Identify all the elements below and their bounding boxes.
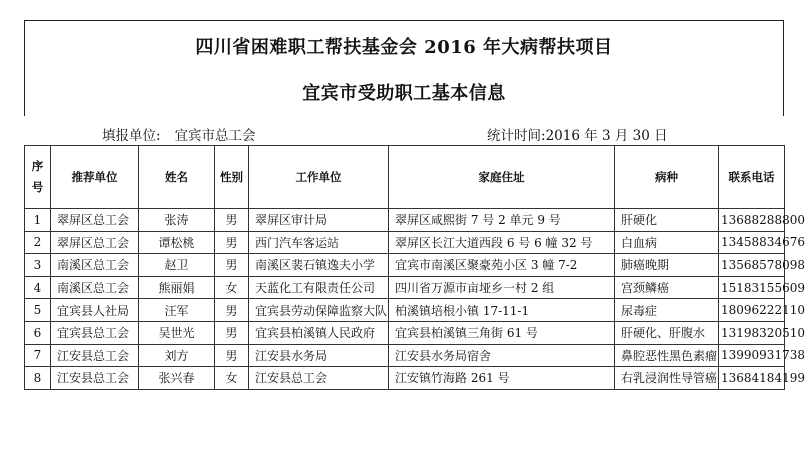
table-row [25,367,785,390]
cell-no: 3 [25,254,51,277]
cell-addr: 翠屏区咸熙街 7 号 2 单元 9 号 [389,209,615,232]
cell-addr: 翠屏区长江大道西段 6 号 6 幢 32 号 [389,231,615,254]
table-row [25,231,785,254]
cell-name: 张兴春 [139,367,215,390]
cell-disease: 宫颈鳞癌 [615,276,719,299]
cell-gender: 男 [215,344,249,367]
cell-name: 刘方 [139,344,215,367]
header-disease: 病种 [615,146,719,209]
document-sheet [24,20,805,433]
filler-label: 填报单位: [102,128,161,144]
cell-gender: 女 [215,367,249,390]
cell-name: 熊丽娟 [139,276,215,299]
cell-phone: 13684184199 [719,367,785,390]
cell-unit: 翠屏区总工会 [51,231,139,254]
header-gender: 性别 [215,146,249,209]
cell-no: 7 [25,344,51,367]
document-title: 四川省困难职工帮扶基金会 2016 年大病帮扶项目 [195,37,613,58]
cell-disease: 肺癌晚期 [615,254,719,277]
cell-name: 赵卫 [139,254,215,277]
cell-disease: 肝硬化、肝腹水 [615,321,719,344]
cell-unit: 宜宾县人社局 [51,299,139,322]
cell-addr: 柏溪镇培根小镇 17-11-1 [389,299,615,322]
cell-work: 天蓝化工有限责任公司 [249,276,389,299]
stat-value: 2016 年 3 月 30 日 [545,128,668,144]
cell-name: 谭松桃 [139,231,215,254]
cell-no: 1 [25,209,51,232]
cell-phone: 13568578098 [719,254,785,277]
document-subtitle: 宜宾市受助职工基本信息 [302,83,506,104]
table-row [25,344,785,367]
cell-phone: 13990931738 [719,344,785,367]
cell-gender: 男 [215,209,249,232]
cell-addr: 江安县水务局宿舍 [389,344,615,367]
table-row [25,254,785,277]
stat-label: 统计时间: [487,128,546,144]
filler-value: 宜宾市总工会 [174,128,256,144]
cell-gender: 女 [215,276,249,299]
cell-unit: 南溪区总工会 [51,254,139,277]
cell-unit: 江安县总工会 [51,367,139,390]
cell-addr: 宜宾县柏溪镇三角街 61 号 [389,321,615,344]
header-addr: 家庭住址 [389,146,615,209]
cell-work: 南溪区裴石镇逸夫小学 [249,254,389,277]
cell-gender: 男 [215,321,249,344]
cell-phone: 13688288800 [719,209,785,232]
cell-unit: 宜宾县总工会 [51,321,139,344]
info-table [24,145,805,390]
cell-gender: 男 [215,299,249,322]
cell-phone: 15183155609 [719,276,785,299]
cell-unit: 南溪区总工会 [51,276,139,299]
cell-addr: 江安镇竹海路 261 号 [389,367,615,390]
filler-unit [102,124,256,144]
cell-work: 西门汽车客运站 [249,231,389,254]
cell-disease: 鼻腔恶性黑色素瘤 [615,344,719,367]
cell-phone: 13458834676 [719,231,785,254]
cell-name: 张涛 [139,209,215,232]
cell-work: 宜宾县柏溪镇人民政府 [249,321,389,344]
table-header-row [25,146,785,209]
cell-phone: 18096222110 [719,299,785,322]
cell-addr: 宜宾市南溪区聚豪苑小区 3 幢 7-2 [389,254,615,277]
cell-no: 6 [25,321,51,344]
header-work: 工作单位 [249,146,389,209]
stat-time [487,124,668,144]
cell-work: 江安县总工会 [249,367,389,390]
cell-disease: 白血病 [615,231,719,254]
header-name: 姓名 [139,146,215,209]
header-unit: 推荐单位 [51,146,139,209]
cell-no: 8 [25,367,51,390]
cell-gender: 男 [215,231,249,254]
cell-unit: 翠屏区总工会 [51,209,139,232]
header-seq: 序 号 [25,146,51,209]
cell-work: 江安县水务局 [249,344,389,367]
cell-disease: 肝硬化 [615,209,719,232]
cell-gender: 男 [215,254,249,277]
title-box [24,20,784,116]
cell-work: 翠屏区审计局 [249,209,389,232]
table-row [25,209,785,232]
table-row [25,321,785,344]
cell-no: 2 [25,231,51,254]
cell-phone: 13198320510 [719,321,785,344]
cell-name: 汪军 [139,299,215,322]
cell-work: 宜宾县劳动保障监察大队 [249,299,389,322]
header-phone: 联系电话 [719,146,785,209]
cell-no: 4 [25,276,51,299]
cell-disease: 右乳浸润性导管癌 [615,367,719,390]
cell-addr: 四川省万源市亩垭乡一村 2 组 [389,276,615,299]
cell-disease: 尿毒症 [615,299,719,322]
cell-no: 5 [25,299,51,322]
table-row [25,299,785,322]
table-row [25,276,785,299]
cell-unit: 江安县总工会 [51,344,139,367]
cell-name: 吴世光 [139,321,215,344]
